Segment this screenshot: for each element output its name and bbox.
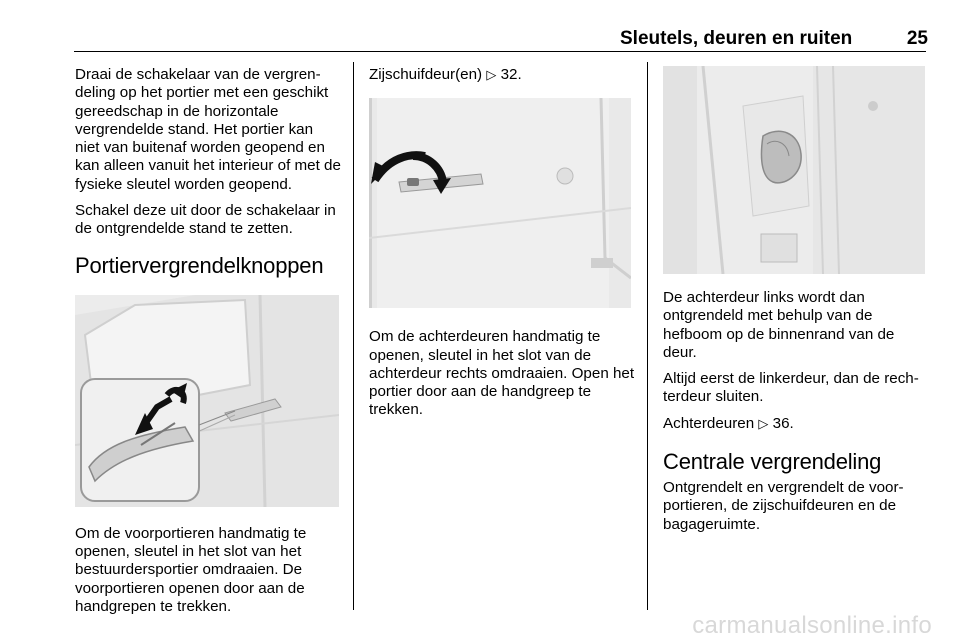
running-header-title: Sleutels, deuren en ruiten: [620, 28, 853, 49]
xref-arrow-icon: ▷: [486, 67, 497, 82]
figure-rear-door-lever: [663, 66, 925, 274]
header-rule: [74, 51, 926, 52]
paragraph-front-doors-manual: Om de voorportieren handmatig te openen, sleutel in het slot van het bestuurdersportier omdraaien. De voorportieren openen door aan de handgrepen te trekken.: [75, 524, 307, 615]
xref-page: 36.: [772, 414, 794, 432]
figure-rear-door-key-lock: [369, 98, 631, 308]
page-number: 25: [906, 28, 928, 49]
column-1: [75, 66, 341, 624]
cross-reference-rear-doors: [663, 415, 927, 433]
paragraph-lock-switch: Draai de schakelaar van de vergren-deling op het portier met een geschikt gereedschap in de horizontale vergrendelde stand. Het portier kan niet van buitenaf worden geopend en kan alleen vanuit het interieur of met de fysieke sleutel worden geopend.: [75, 66, 341, 193]
xref-text: Zijschuifdeur(en): [369, 66, 483, 83]
column-divider-2: [647, 62, 648, 610]
watermark: carmanualsonline.info: [692, 612, 932, 639]
cross-reference-sliding-doors: [369, 66, 637, 84]
xref-text: Achterdeuren: [663, 414, 755, 432]
section-heading-central-locking: Centrale vergrendeling: [663, 449, 882, 475]
xref-arrow-icon: ▷: [758, 415, 769, 431]
paragraph-left-door-unlock: De achterdeur links wordt dan ontgrendeld met behulp van de hefboom op de binnenrand van de deur.: [663, 289, 895, 361]
paragraph-central-locking: Ontgrendelt en vergrendelt de voor-portieren, de zijschuifdeuren en de bagageruimte.: [663, 479, 904, 533]
section-heading-door-lock-buttons: Portiervergrendelknoppen: [75, 252, 324, 278]
column-2: [369, 66, 637, 428]
figure-front-door-key-lock: [75, 295, 339, 507]
rear-door-illustration: [369, 98, 631, 308]
column-divider-1: [353, 62, 354, 610]
paragraph-rear-doors-manual: Om de achterdeuren handmatig te openen, sleutel in het slot van de achterdeur rechts omdraaien. Open het portier door aan de handgreep te trekken.: [369, 328, 635, 419]
rear-door-lever-illustration: [663, 66, 925, 274]
xref-page: 32.: [500, 66, 522, 83]
column-3: [663, 66, 927, 542]
paragraph-unlock-switch: Schakel deze uit door de schakelaar in de ontgrendelde stand te zetten.: [75, 202, 336, 238]
paragraph-close-order: Altijd eerst de linkerdeur, dan de rech-terdeur sluiten.: [663, 370, 919, 406]
front-door-illustration: [75, 295, 339, 507]
